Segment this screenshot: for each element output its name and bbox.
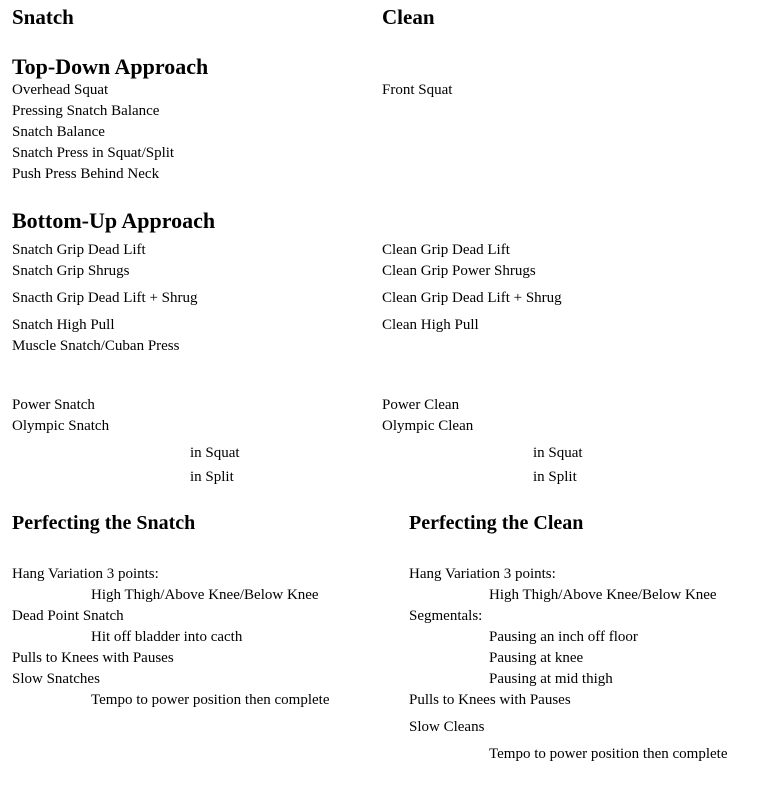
perfecting-snatch-subitem: Hit off bladder into cacth [91, 629, 243, 645]
snatch-full-lift: Olympic Snatch [12, 418, 110, 434]
snatch-full-lift: Power Snatch [12, 397, 95, 413]
snatch-topdown-item: Snatch Press in Squat/Split [12, 145, 175, 161]
clean-bottomup-item: Clean High Pull [382, 317, 479, 333]
perfecting-snatch-item: Hang Variation 3 points: [12, 566, 159, 582]
top-down-approach-heading: Top-Down Approach [12, 54, 209, 79]
snatch-bottomup-item: Snacth Grip Dead Lift + Shrug [12, 290, 198, 306]
clean-full-lift: Power Clean [382, 397, 460, 413]
perfecting-clean-subitem: Pausing at knee [489, 650, 584, 666]
snatch-bottomup-item: Snatch Grip Dead Lift [12, 242, 146, 258]
perfecting-clean-subitem: Pausing an inch off floor [489, 629, 638, 645]
snatch-topdown-item: Pressing Snatch Balance [12, 103, 160, 119]
clean-full-lift-variant: in Split [533, 469, 577, 485]
snatch-bottomup-item: Snatch Grip Shrugs [12, 263, 130, 279]
perfecting-snatch-item: Dead Point Snatch [12, 608, 124, 624]
snatch-full-lift-variant: in Split [190, 469, 234, 485]
snatch-bottomup-item: Snatch High Pull [12, 317, 115, 333]
clean-topdown-item: Front Squat [382, 82, 453, 98]
perfecting-snatch-heading: Perfecting the Snatch [12, 512, 196, 534]
perfecting-clean-item: Hang Variation 3 points: [409, 566, 556, 582]
perfecting-clean-subitem: Pausing at mid thigh [489, 671, 613, 687]
clean-bottomup-item: Clean Grip Dead Lift [382, 242, 510, 258]
perfecting-clean-item: Segmentals: [409, 608, 483, 624]
snatch-topdown-item: Snatch Balance [12, 124, 105, 140]
perfecting-clean-subitem: High Thigh/Above Knee/Below Knee [489, 587, 717, 603]
clean-full-lift: Olympic Clean [382, 418, 474, 434]
perfecting-snatch-subitem: High Thigh/Above Knee/Below Knee [91, 587, 319, 603]
snatch-full-lift-variant: in Squat [190, 445, 240, 461]
clean-bottomup-item: Clean Grip Dead Lift + Shrug [382, 290, 562, 306]
perfecting-clean-subitem: Tempo to power position then complete [489, 746, 728, 762]
snatch-topdown-item: Overhead Squat [12, 82, 109, 98]
perfecting-clean-item: Slow Cleans [409, 719, 485, 735]
snatch-topdown-item: Push Press Behind Neck [12, 166, 160, 182]
clean-bottomup-item: Clean Grip Power Shrugs [382, 263, 536, 279]
perfecting-clean-item: Pulls to Knees with Pauses [409, 692, 571, 708]
clean-column-heading: Clean [382, 5, 435, 29]
snatch-column-heading: Snatch [12, 5, 74, 29]
clean-full-lift-variant: in Squat [533, 445, 583, 461]
perfecting-clean-heading: Perfecting the Clean [409, 512, 584, 534]
snatch-bottomup-item: Muscle Snatch/Cuban Press [12, 338, 180, 354]
perfecting-snatch-subitem: Tempo to power position then complete [91, 692, 330, 708]
perfecting-snatch-item: Pulls to Knees with Pauses [12, 650, 174, 666]
bottom-up-approach-heading: Bottom-Up Approach [12, 208, 216, 233]
perfecting-snatch-item: Slow Snatches [12, 671, 100, 687]
